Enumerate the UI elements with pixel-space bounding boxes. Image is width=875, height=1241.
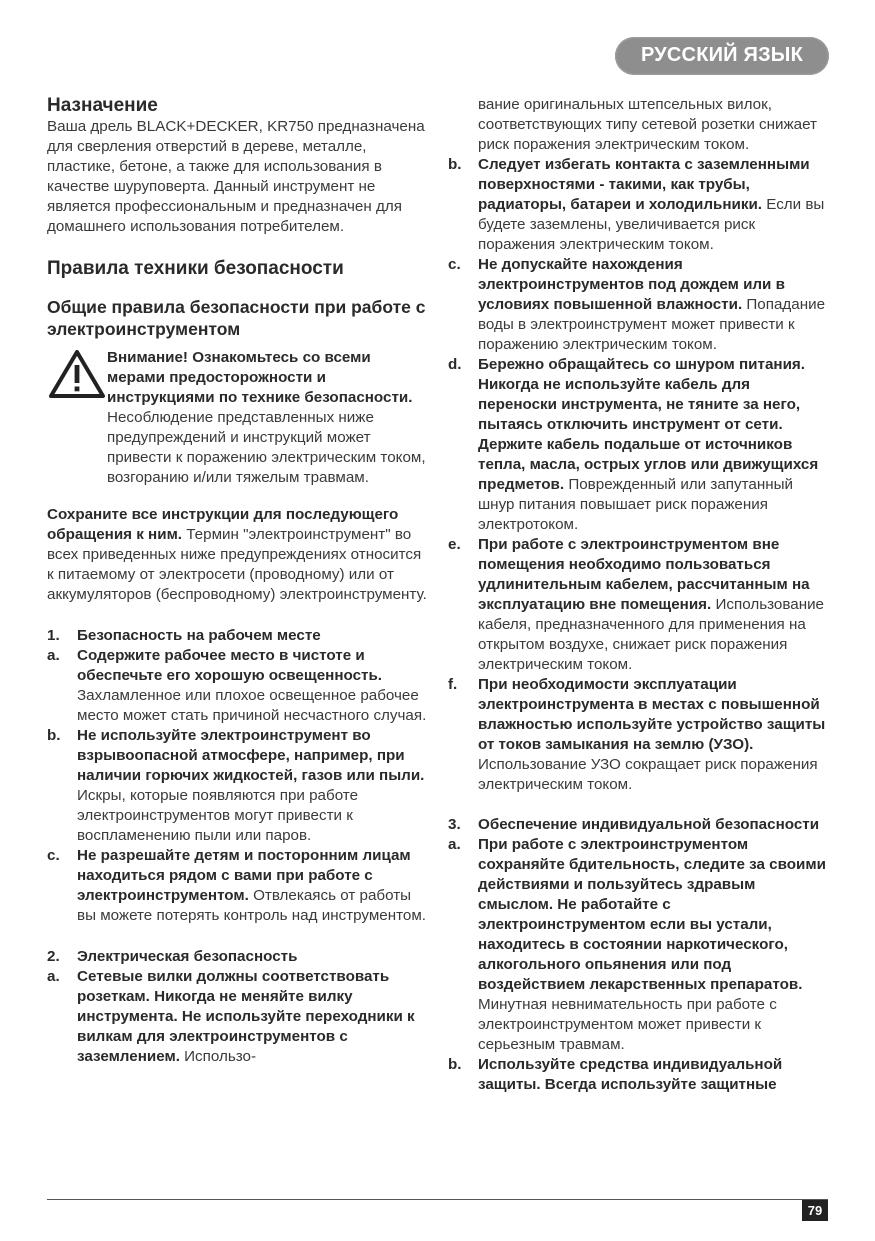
list-item-text [77,967,429,1067]
list-item-body: Использование кабеля, предназначенного для применения на открытом воздухе, снижает риск поражения электрическим током. [478,596,825,673]
list-item-bold: Используйте средства индивидуальной защиты. Всегда используйте защитные [478,1056,783,1093]
list-item-body: Попадание воды в электроинструмент может привести к поражению электрическим током. [478,296,826,353]
section-2-number: 2. [47,948,60,965]
list-item-text [77,726,429,846]
section-1-heading [47,626,429,646]
section-3-list [448,835,828,1095]
save-bold: Сохраните все инструкции для последующего обращения к ним. [47,506,399,543]
list-item-text [478,535,828,675]
page-number: 79 [802,1200,828,1221]
list-item-bold: При работе с электроинструментом сохраняйте бдительность, следите за своими действиями и пользуйтесь здравым смыслом. Не работайте с электроинструментом если вы устали, находитесь в состоянии наркотического, алкогольного опьянения или под воздействием лекарственных препаратов. [478,836,826,993]
purpose-text: Ваша дрель BLACK+DECKER, KR750 предназначена для сверления отверстий в дереве, металле, пластике, бетоне, а также для использования в качестве шуруповерта. Данный инструмент не является профессиональным и предназначен для домашнего использования потребителем. [47,118,425,235]
section-2-title: Электрическая безопасность [77,948,298,965]
list-item [448,535,828,675]
list-item-bold: При работе с электроинструментом вне помещения необходимо пользоваться удлинительным кабелем, рассчитанным на эксплуатацию вне помещения. [478,536,810,613]
safety-title: Правила техники безопасности [47,258,344,279]
list-item-body: Использование УЗО сокращает риск поражения электрическим током. [478,756,818,793]
list-item-text [478,355,828,535]
save-instructions [47,505,429,605]
section-3-title: Обеспечение индивидуальной безопасности [478,816,820,833]
list-item [448,1055,828,1095]
list-item-body: Поврежденный или запутанный шнур питания повышает риск поражения электротоком. [478,476,794,533]
continued-text-body: вание оригинальных штепсельных вилок, соответствующих типу сетевой розетки снижает риск поражения электрическим током. [478,96,817,153]
list-item-bold: Содержите рабочее место в чистоте и обеспечьте его хорошую освещенность. [77,647,383,684]
list-item [448,155,828,255]
list-item [448,355,828,535]
language-badge [615,37,829,75]
list-item-bold: Следует избегать контакта с заземленными поверхностями - такими, как трубы, радиаторы, батареи и холодильники. [478,156,810,213]
list-item-label: a. [47,968,60,985]
save-body: Термин "электроинструмент" во всех приведенных ниже предупреждениях относится к питаемому от электросети (проводному) или от аккумуляторов (беспроводному) электроинструменту. [47,526,427,603]
list-item [448,675,828,795]
warning-block [47,348,429,488]
purpose-title: Назначение [47,95,158,116]
list-item [47,967,429,1067]
list-item [47,646,429,726]
list-item-body: Если вы будете заземлены, увеличивается риск поражения электрическим током. [478,196,825,253]
left-column [47,95,429,1067]
list-item-label: d. [448,356,462,373]
section-1-number: 1. [47,627,60,644]
list-item-body: Минутная невнимательность при работе с электроинструментом может привести к серьезным травмам. [478,996,777,1053]
list-item-text [77,646,429,726]
warning-text [107,348,429,488]
right-column [448,95,828,1095]
list-item-body: Захламленное или плохое освещенное рабочее место может стать причиной несчастного случая. [77,687,427,724]
section-1-list [47,646,429,926]
list-item [448,255,828,355]
list-item [47,726,429,846]
list-item-label: a. [448,836,461,853]
continued-text [448,95,828,155]
list-item-label: f. [448,676,458,693]
list-item-label: c. [47,847,60,864]
list-item-bold: Не разрешайте детям и посторонним лицам находиться рядом с вами при работе с электроинструментом. [77,847,411,904]
list-item-text [478,1055,828,1095]
list-item-text [77,846,429,926]
footer-divider [47,1199,828,1200]
section-2-list [448,155,828,795]
list-item-bold: Не используйте электроинструмент во взрывоопасной атмосфере, например, при наличии горючих жидкостей, газов или пыли. [77,727,425,784]
list-item [47,846,429,926]
list-item-body: Отвлекаясь от работы вы можете потерять контроль над инструментом. [77,887,426,924]
language-badge-label: РУССКИЙ ЯЗЫК [640,44,803,66]
warning-bold: Внимание! Ознакомьтесь со всеми мерами предосторожности и инструкциями по технике безопасности. [107,349,413,406]
section-1-title: Безопасность на рабочем месте [77,627,321,644]
list-item-label: a. [47,647,60,664]
list-item-body: Использо- [179,1048,257,1065]
section-2-heading [47,947,429,967]
list-item-label: b. [47,727,61,744]
list-item [448,835,828,1055]
list-item-label: e. [448,536,461,553]
list-item-label: b. [448,1056,462,1073]
warning-triangle-icon [47,348,107,400]
warning-body: Несоблюдение представленных ниже предупреждений и инструкций может привести к поражению электрическим током, возгоранию и/или тяжелым травмам. [107,409,426,486]
list-item-bold: Бережно обращайтесь со шнуром питания. Никогда не используйте кабель для переноски инструмента, не тяните за него, пытаясь отключить инструмент от сети. Держите кабель подальше от источников тепла, масла, острых углов или движущихся предметов. [478,356,819,493]
list-item-text [478,255,828,355]
list-item-body: Искры, которые появляются при работе электроинструментов могут привести к воспламенению пыли или паров. [77,787,359,844]
list-item-text [478,835,828,1055]
general-rules-title: Общие правила безопасности при работе с электроинструментом [47,297,426,339]
list-item-text [478,155,828,255]
list-item-bold: Не допускайте нахождения электроинструментов под дождем или в условиях повышенной влажности. [478,256,785,313]
section-3-heading [448,815,828,835]
list-item-label: c. [448,256,461,273]
list-item-label: b. [448,156,462,173]
list-item-bold: Сетевые вилки должны соответствовать розеткам. Никогда не меняйте вилку инструмента. Не используйте переходники к вилкам для электроинструментов с заземлением. [77,968,415,1065]
section-3-number: 3. [448,816,461,833]
list-item-text [478,675,828,795]
list-item-bold: При необходимости эксплуатации электроинструмента в местах с повышенной влажностью используйте устройство защиты от токов замыкания на землю (УЗО). [478,676,826,753]
